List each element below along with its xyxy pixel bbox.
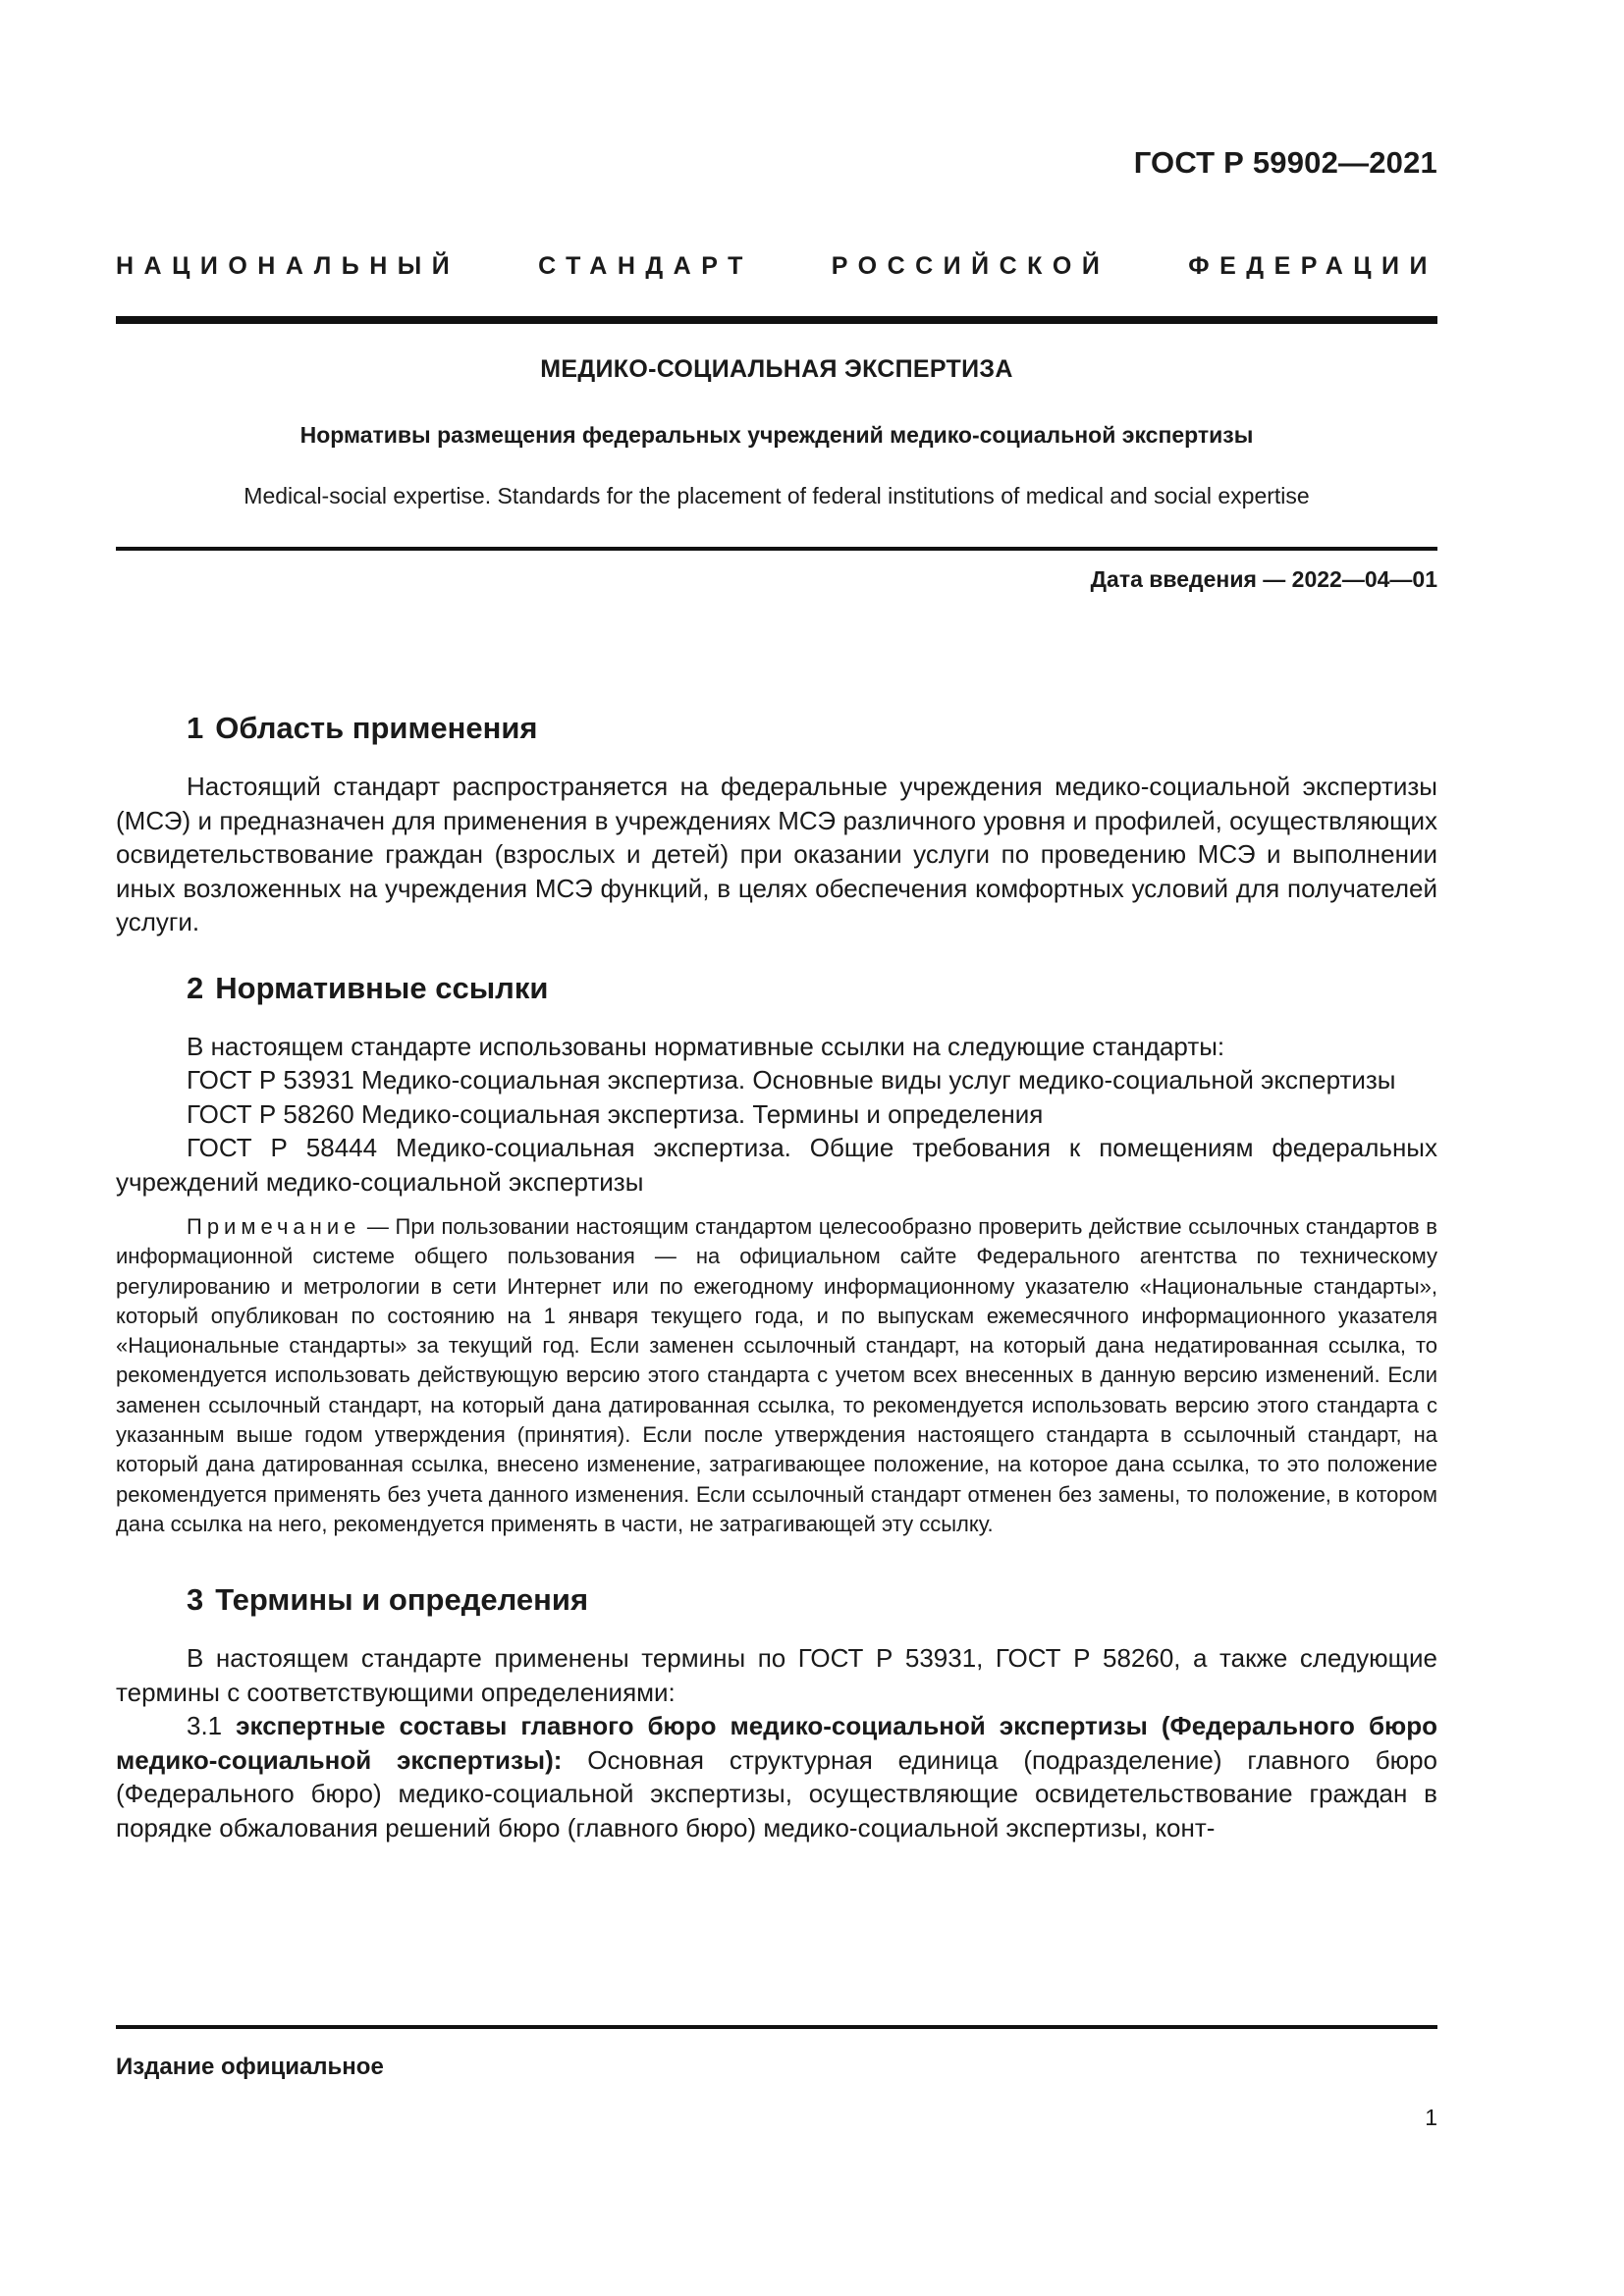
section-heading-scope	[116, 709, 1437, 748]
document-title: МЕДИКО-СОЦИАЛЬНАЯ ЭКСПЕРТИЗА	[540, 355, 1013, 383]
section-title: Термины и определения	[215, 1582, 589, 1618]
footer-divider	[116, 2025, 1437, 2029]
document-title-english: Medical-social expertise. Standards for the placement of federal institutions of medical and social expertise	[244, 483, 1310, 508]
header-divider	[116, 316, 1437, 324]
section-heading-normative-references	[116, 969, 1437, 1008]
section-heading-terms	[116, 1580, 1437, 1620]
scope-paragraph: Настоящий стандарт распространяется на федеральные учреждения медико-социальной экспертизы (МСЭ) и предназначен для применения в учреждениях МСЭ различного уровня и профилей, осуществляющих освидетельствование граждан (взрослых и детей) при оказании услуги по проведению МСЭ и выполнении иных возложенных на учреждения МСЭ функций, в целях обеспечения комфортных условий для получателей услуги.	[116, 772, 1437, 936]
references-note	[116, 1212, 1437, 1539]
term-text: Основная структурная единица (подразделение) главного бюро (Федерального бюро) медико-социальной экспертизы, осуществляющие освидетельствование граждан в порядке обжалования решений бюро (главного бюро) медико-социальной экспертизы, конт-	[116, 1744, 1438, 1842]
document-page	[116, 0, 1437, 2296]
section-number: 3	[187, 1582, 204, 1618]
title-divider	[116, 547, 1437, 551]
term-name: экспертные составы главного бюро медико-социальной экспертизы (Федерального бюро медико-социальной экспертизы):	[116, 1711, 1437, 1775]
official-edition-label: Издание официальное	[116, 2054, 384, 2080]
section-number: 1	[187, 711, 204, 745]
term-definition	[116, 1709, 1437, 1844]
document-body	[116, 709, 1437, 1844]
document-number: ГОСТ Р 59902—2021	[1133, 145, 1437, 180]
section-title: Нормативные ссылки	[215, 970, 549, 1005]
note-text: — При пользовании настоящим стандартом целесообразно проверить действие ссылочных стандартов в информационной системе общего пользования — на официальном сайте Федерального агентства по техническому регулированию и метрологии в сети Интернет или по ежегодному информационному указателю «Национальные стандарты», который опубликован по состоянию на 1 января текущего года, и по выпускам ежемесячного информационного указателя «Национальные стандарты» за текущий год. Если заменен ссылочный стандарт, на который дана недатированная ссылка, то рекомендуется использовать действующую версию этого стандарта с учетом всех внесенных в данную версию изменений. Если заменен ссылочный стандарт, на который дана датированная ссылка, то рекомендуется использовать версию этого стандарта с указанным выше годом утверждения (принятия). Если после утверждения настоящего стандарта в ссылочный стандарт, на который дана датированная ссылка, внесено изменение, затрагивающее положение, на которое дана ссылка, то это положение рекомендуется применять без учета данного изменения. Если ссылочный стандарт отменен без замены, то положение, в котором дана ссылка на него, рекомендуется применять в части, не затрагивающей эту ссылку.	[116, 1214, 1437, 1536]
references-intro: В настоящем стандарте использованы нормативные ссылки на следующие стандарты:	[187, 1031, 1225, 1061]
term-number: 3.1	[187, 1711, 237, 1741]
reference-item: ГОСТ Р 58444 Медико-социальная экспертиза. Общие требования к помещениям федеральных учреждений медико-социальной экспертизы	[116, 1133, 1437, 1197]
terms-intro: В настоящем стандарте применены термины по ГОСТ Р 53931, ГОСТ Р 58260, а также следующие термины с соответствующими определениями:	[116, 1643, 1437, 1707]
document-subtitle: Нормативы размещения федеральных учреждений медико-социальной экспертизы	[299, 422, 1254, 448]
reference-item: ГОСТ Р 58260 Медико-социальная экспертиза. Термины и определения	[187, 1098, 1044, 1129]
note-label: Примечание	[187, 1214, 361, 1239]
page-number: 1	[1425, 2105, 1437, 2130]
introduction-date: Дата введения — 2022—04—01	[1090, 566, 1437, 592]
section-number: 2	[187, 970, 204, 1005]
reference-item: ГОСТ Р 53931 Медико-социальная экспертиза. Основные виды услуг медико-социальной экспертизы	[187, 1065, 1396, 1095]
national-standard-banner: НАЦИОНАЛЬНЫЙ СТАНДАРТ РОССИЙСКОЙ ФЕДЕРАЦИИ	[116, 252, 1437, 280]
section-title: Область применения	[215, 711, 538, 745]
